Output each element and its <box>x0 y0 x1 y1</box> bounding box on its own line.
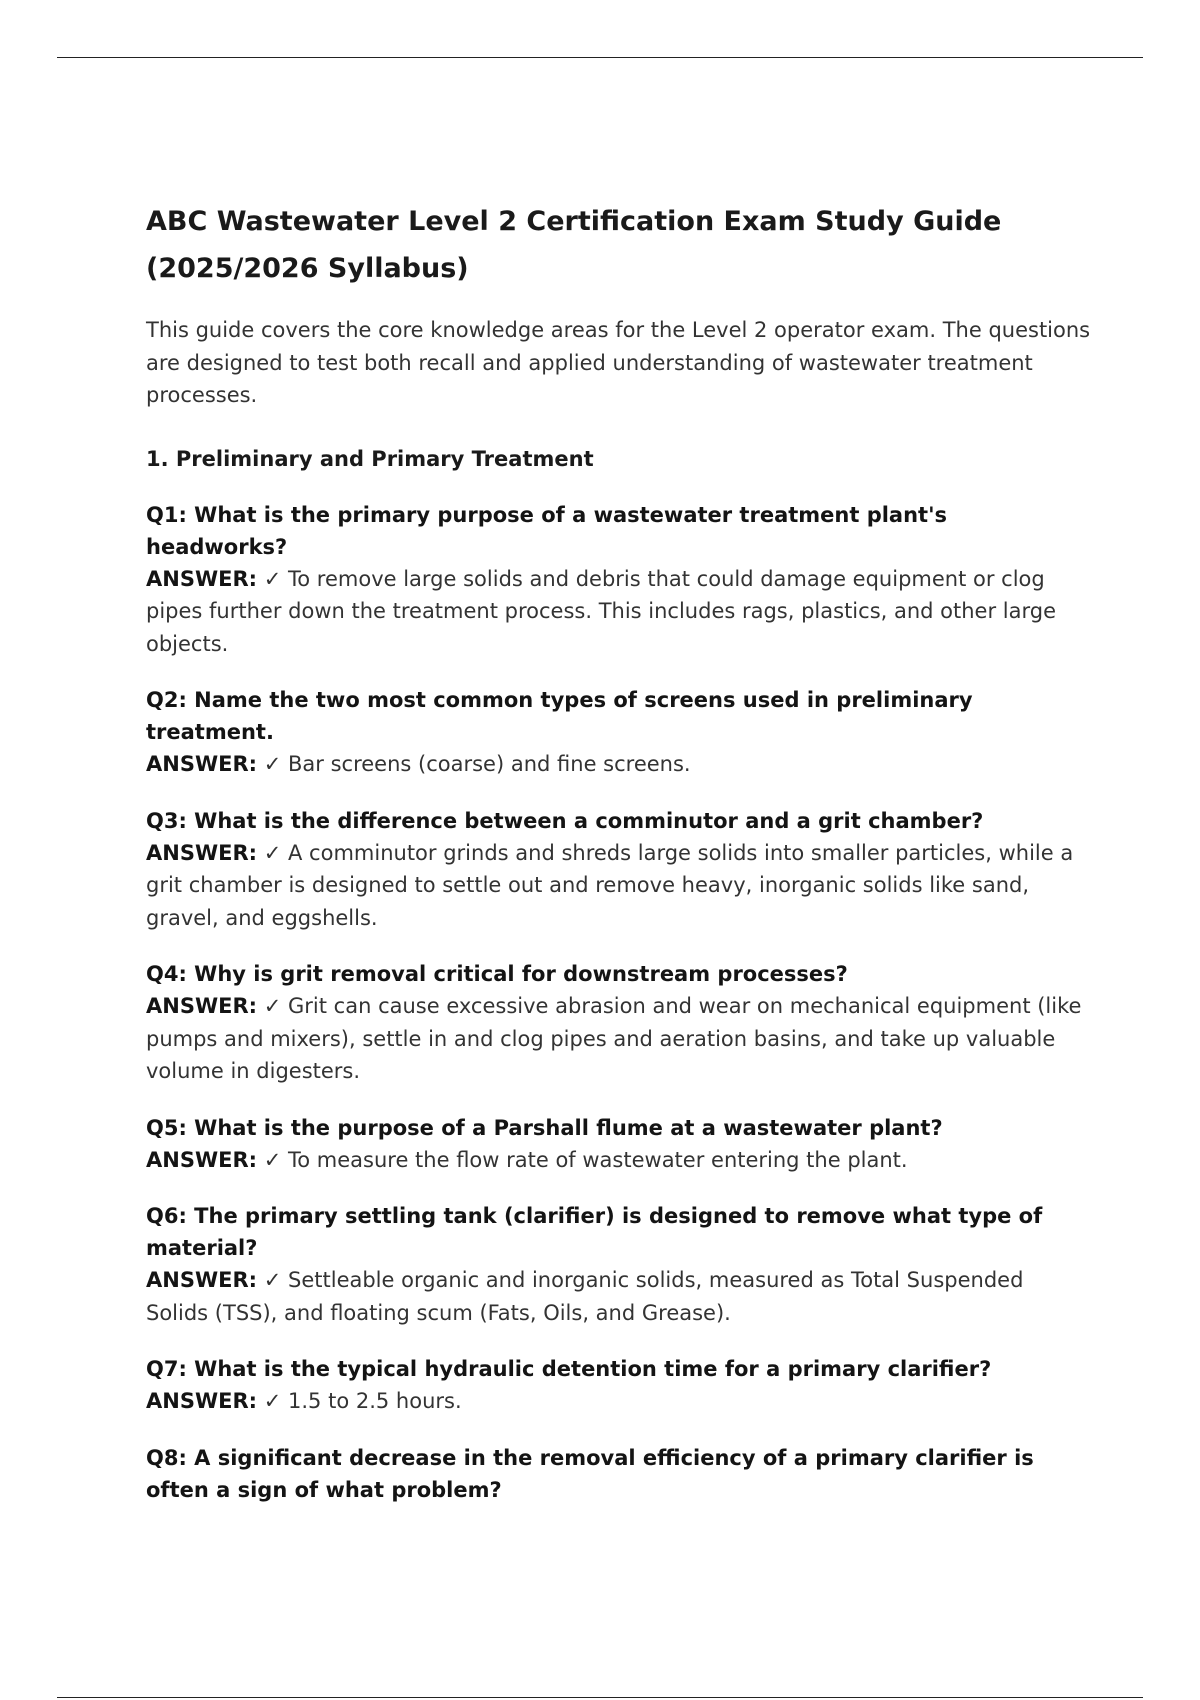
answer-label: ANSWER: <box>146 566 258 591</box>
answer-label: ANSWER: <box>146 994 258 1018</box>
question-text: Q6: The primary settling tank (clarifier) is designed to remove what type of material? <box>146 1204 1043 1260</box>
answer-text <box>146 1264 1091 1329</box>
question-text: Q7: What is the typical hydraulic detention time for a primary clarifier? <box>146 1357 992 1381</box>
bottom-divider <box>57 1697 1143 1698</box>
answer-body: 1.5 to 2.5 hours. <box>288 1389 462 1413</box>
qa-item-1 <box>146 499 1091 661</box>
answer-text <box>146 1385 1091 1418</box>
qa-item-2 <box>146 684 1091 781</box>
check-mark-icon: ✓ <box>263 1147 282 1172</box>
qa-item-5 <box>146 1112 1091 1177</box>
check-mark-icon: ✓ <box>263 566 282 591</box>
section-heading: 1. Preliminary and Primary Treatment <box>146 446 594 471</box>
answer-label: ANSWER: <box>146 840 258 865</box>
question-text: Q8: A significant decrease in the removal efficiency of a primary clarifier is often a sign of what problem? <box>146 1445 1034 1502</box>
question-text: Q5: What is the purpose of a Parshall flume at a wastewater plant? <box>146 1115 943 1140</box>
answer-text <box>146 990 1091 1088</box>
check-mark-icon: ✓ <box>263 994 282 1018</box>
answer-text <box>146 1144 1091 1177</box>
document-title: ABC Wastewater Level 2 Certification Exam Study Guide (2025/2026 Syllabus) <box>146 206 1002 284</box>
answer-body: To measure the flow rate of wastewater entering the plant. <box>288 1147 908 1172</box>
qa-item-4 <box>146 958 1091 1088</box>
check-mark-icon: ✓ <box>263 1389 282 1413</box>
top-divider <box>57 57 1143 58</box>
check-mark-icon: ✓ <box>263 840 282 865</box>
answer-label: ANSWER: <box>146 752 258 776</box>
answer-body: Bar screens (coarse) and fine screens. <box>288 752 691 776</box>
question-text: Q4: Why is grit removal critical for downstream processes? <box>146 962 848 986</box>
check-mark-icon: ✓ <box>263 1268 282 1292</box>
answer-text <box>146 563 1091 661</box>
answer-text <box>146 837 1091 935</box>
document-body <box>146 198 1091 1506</box>
answer-label: ANSWER: <box>146 1389 258 1413</box>
question-text: Q1: What is the primary purpose of a wastewater treatment plant's headworks? <box>146 502 948 559</box>
answer-label: ANSWER: <box>146 1268 258 1292</box>
answer-body: A comminutor grinds and shreds large solids into smaller particles, while a grit chamber is designed to settle out and remove heavy, inorganic solids like sand, gravel, and eggshells. <box>146 840 1074 930</box>
question-text: Q3: What is the difference between a comminutor and a grit chamber? <box>146 808 984 833</box>
qa-item-6 <box>146 1200 1091 1329</box>
qa-item-8 <box>146 1442 1091 1506</box>
qa-item-7 <box>146 1353 1091 1418</box>
intro-paragraph: This guide covers the core knowledge areas for the Level 2 operator exam. The questions are designed to test both recall and applied understanding of wastewater treatment processes. <box>146 318 1091 407</box>
question-text: Q2: Name the two most common types of screens used in preliminary treatment. <box>146 688 973 744</box>
check-mark-icon: ✓ <box>263 752 282 776</box>
answer-label: ANSWER: <box>146 1147 258 1172</box>
answer-body: Settleable organic and inorganic solids, measured as Total Suspended Solids (TSS), and floating scum (Fats, Oils, and Grease). <box>146 1268 1024 1325</box>
qa-item-3 <box>146 805 1091 935</box>
answer-body: To remove large solids and debris that could damage equipment or clog pipes further down the treatment process. This includes rags, plastics, and other large objects. <box>146 566 1057 656</box>
answer-body: Grit can cause excessive abrasion and wear on mechanical equipment (like pumps and mixers), settle in and clog pipes and aeration basins, and take up valuable volume in digesters. <box>146 994 1082 1083</box>
answer-text <box>146 748 1091 781</box>
